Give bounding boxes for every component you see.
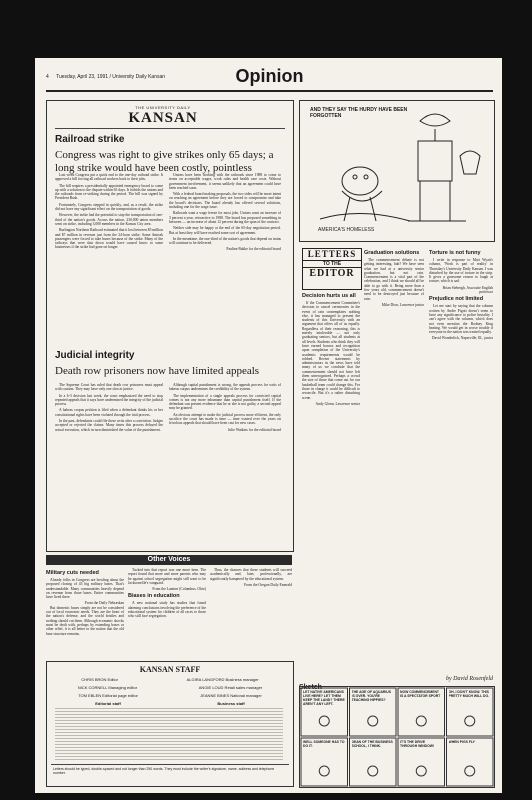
editorial-paragraph: Burlington Northern Railroad estimated that it lost between $5 million and $7 million in revenue just from the 24-hour strike. Some Amtrak passengers were forced to take buses because of the strike. Many of the railways that were shut down would have caused havoc to some businesses if the strike had gone on longer. bbox=[55, 228, 163, 250]
editorial-headline: Congress was right to give strikes only 65 days; a long strike would have been costly, pointless bbox=[55, 149, 274, 174]
editorial-cartoon bbox=[299, 100, 495, 242]
other-voices-banner: Other Voices bbox=[46, 555, 292, 565]
letters-title-2: TO THE bbox=[303, 260, 361, 268]
editorial-paragraph: An obvious attempt to make the judicial process more efficient, the only sacrifice the court has made is time — time wasted over the years on frivolous appeals that should have been cast for new cases. bbox=[169, 412, 281, 426]
cartoon-drawing bbox=[300, 101, 494, 241]
sketch-speech-bubble: WELL SOMEONE HAS TO DO IT. bbox=[303, 740, 345, 748]
staff-national: JEANNE BINES National manager bbox=[200, 693, 262, 698]
section-title: Opinion bbox=[235, 66, 304, 86]
masthead-rule bbox=[55, 128, 285, 129]
sketch-figure bbox=[465, 766, 475, 776]
staff-box bbox=[46, 661, 294, 787]
staff-listing bbox=[55, 706, 283, 760]
editorial-paragraph: The implementation of a single appeals process for convicted capital crimes is not any more inhumane than capital punishment itself. If the defendant can present evidence that he or she is not guilty, a second appeal may be granted. bbox=[169, 393, 281, 411]
editorial-kicker-2: Judicial integrity bbox=[55, 350, 135, 361]
editorial-paragraph: With a federal board making proposals, the two sides will be more intent on reaching an agreement before they are forced to compromise and take the board's decisions. The board already has offered several solutions, including one for the wage issue. bbox=[169, 192, 281, 210]
other-voices-column-3 bbox=[210, 568, 292, 658]
letter-signature: Brian Stebergh, Associate English professor bbox=[442, 285, 493, 295]
letters-column-3 bbox=[429, 248, 493, 671]
sketch-speech-bubble: NOW COMMENCEMENT IS A SPECTATOR SPORT bbox=[400, 690, 441, 698]
staff-editor: CHRIS BRON Editor bbox=[81, 677, 118, 682]
other-voices-paragraph: But domestic bases simply are not be considered out of local economic needs. They are the heart of the nation's defense, and the world bristles and nothing should cut them. Although economic shocks must be dealt with, perhaps by extending bases or other relief, it is all better to the nation that the old base structure remains. bbox=[46, 605, 124, 636]
editorial-paragraph: In the past, defendants could file these writs after a conviction. Judges accepted or rejected the claims. Many times this process delayed the actual execution, which in turn diminished the value of the punishment. bbox=[55, 419, 163, 432]
other-voices-column-2 bbox=[128, 568, 206, 658]
editorial-paragraph: In the meantime, the one-third of the nation's goods that depend on trains will continue to be delivered. bbox=[169, 236, 281, 246]
editorial-signoff: Pauline Bakke for the editorial board bbox=[226, 247, 281, 252]
letter-body: If the Commencement Committee's decision to cancel ceremonies in the event of rain contemplates nothing else, it has managed to present the students of this University with an argument that offers all of us equally. Regardless of their reasoning, this is merely intolerable — not only graduating seniors, but all students at all levels. Students who think they will have earned honors and recognition upon completion of the University's academic requirements would be robbed. Recent statements by administrators in the news have told many of us we conclude that the commencement should not have left them unrecognized. Perhaps a crowd the size of those that come out for our basketball team could change this. For those in charge it could be difficult to reconcile. But it's a rather disturbing scene. bbox=[302, 301, 360, 400]
sketch-figure bbox=[319, 716, 329, 726]
letters-title-1: LETTERS bbox=[307, 249, 357, 259]
sketch-figure bbox=[319, 766, 329, 776]
sketch-byline: by David Rosenfeld bbox=[446, 676, 493, 682]
other-voices-paragraph: Thus, the chances that these students will succeed academically and, later, professionally, are significantly hampered by the educational system. bbox=[210, 568, 292, 581]
letters-column-2 bbox=[364, 248, 424, 671]
masthead bbox=[103, 105, 223, 127]
staff-business-label: Business staff bbox=[217, 701, 245, 706]
sketch-panels bbox=[300, 687, 494, 787]
editorial-paragraph: Neither side may be happy at the end of the 65-day negotiation period. But at least they will have reached some sort of agreement. bbox=[169, 226, 281, 235]
editorial-judicial bbox=[55, 350, 283, 378]
sketch-strip bbox=[299, 686, 495, 788]
sketch-figure bbox=[416, 766, 426, 776]
other-voices-paragraph: Tucked into that report was one more item. The report found that more and more parents who may be against school segregation might still want to be Jacksonville's vanguard. bbox=[128, 568, 206, 585]
staff-managing-editor: NICK CORNELL Managing editor bbox=[77, 685, 138, 690]
sketch-speech-bubble: OH, I DON'T KNOW. THIS PRETTY MUCH WILL DO. bbox=[448, 690, 490, 698]
editorial-paragraph: However, the strike had the potential to stop the transportation of one-third of the nation's goods. Across the nation, 230,000 union members went on strike, including 3,000 members in the Kansas City area. bbox=[55, 213, 163, 226]
letter-signature: Mike Dion, Lawrence junior bbox=[381, 302, 424, 307]
editorial-paragraph: The bill requires a presidentially appointed emergency board to come up with a solution to the dispute within 65 days. It forbids the unions and the railroads from re-striking during the period. The bill was signed by President Bush. bbox=[55, 183, 163, 201]
editorial-2-column-1 bbox=[55, 383, 163, 533]
staff-title: KANSAN STAFF bbox=[139, 665, 201, 674]
editorial-paragraph: Although capital punishment is wrong, the appeals process for writs of habeas corpus undermines the credibility of the system. bbox=[169, 383, 281, 392]
editorial-signoff: Julie Watkins for the editorial board bbox=[228, 427, 281, 432]
letter-signature: Andy Glenn, Lawrence senior bbox=[315, 401, 360, 406]
masthead-name: KANSAN bbox=[128, 110, 198, 126]
dateline-text: Tuesday, April 23, 1991 / University Daily Kansan bbox=[56, 74, 166, 80]
sketch-figure bbox=[368, 716, 378, 726]
editorial-2-column-2 bbox=[169, 383, 281, 533]
staff-page-editor: TOM EBLEN Editorial page editor bbox=[78, 693, 138, 698]
staff-retail: ANGIE LOUD Retail sales manager bbox=[198, 685, 263, 690]
sketch-speech-bubble: THE AGE OF AQUARIUS IS OVER. YOU'RE TEACHING HIPPIES? bbox=[351, 690, 391, 702]
sketch-figure bbox=[416, 716, 426, 726]
other-voices-column-1 bbox=[46, 568, 124, 658]
sketch-figure bbox=[368, 766, 378, 776]
editorial-column-1 bbox=[55, 173, 163, 333]
other-voices-headline: Military cuts needed bbox=[46, 570, 99, 576]
letter-headline: Prejudice not limited bbox=[429, 296, 484, 303]
sketch-title: Sketch bbox=[299, 684, 322, 691]
letter-headline: Graduation solutions bbox=[364, 250, 420, 256]
letter-headline: Decision hurts us all bbox=[302, 293, 356, 299]
cartoon-tag: AMERICA'S HOMELESS bbox=[318, 227, 375, 233]
letters-logo bbox=[302, 248, 362, 290]
newspaper-page bbox=[35, 58, 502, 793]
staff-rule bbox=[51, 764, 289, 765]
letter-body: I write in response to Matt Wyatt's column, 'Work is part of reality' in Thursday's University Daily Kansan. I was disturbed by the use of torture in the strip. It gives a gruesome reason to laugh at torture, which is sad. bbox=[429, 258, 493, 284]
staff-row-3 bbox=[47, 693, 293, 698]
editorial-railroad bbox=[55, 134, 283, 175]
sketch-speech-bubble: DEAN OF THE BUSINESS SCHOOL, I THINK. bbox=[351, 740, 393, 748]
staff-business-manager: ALGIRA LANGFORD Business manager bbox=[186, 677, 259, 682]
staff-row-2 bbox=[47, 685, 293, 690]
header-rule bbox=[46, 90, 493, 92]
page-header bbox=[46, 64, 493, 90]
letter-body: The commencement debate is not getting interesting, huh? We have seen what we had at a university senior graduation, but not rain. Commencement is a vital part of the celebration, and I think we should all be able to go with it. Being more than a few years old, commencement doesn't need to be destroyed just because of rain. bbox=[364, 258, 424, 301]
sketch-speech-bubble: IT'S THE DRIVE THROUGH WINDOW! bbox=[400, 740, 435, 748]
staff-footer: Letters should be typed, double-spaced and not longer than 250 words. They must include the writer's signature, name, address and telephone number. bbox=[53, 767, 275, 775]
editorial-paragraph: Fortunately, Congress stepped in quickly, and, as a result, the strike did not have any significant effect on the transportation of goods. bbox=[55, 202, 163, 212]
editorial-headline-2: Death row prisoners now have limited appeals bbox=[55, 365, 260, 377]
letters-title-3: EDITOR bbox=[309, 268, 355, 279]
editorial-paragraph: Railroads want a wage freeze for most jobs. Unions want an increase of 3 percent a year, retroactive to 1988. The board has proposed something in between — an increase of about 12 percent during the span of the contract. bbox=[169, 211, 281, 224]
letter-body: Let me start by saying that the column written by Andre Pigott doesn't seem to have any significance to police brutality. I can't agree with the column, which does not even mention the Rodney King beating. We would get in worse trouble if everyone in the nation was treated equally. bbox=[429, 304, 493, 335]
page-number: 4 bbox=[46, 74, 49, 80]
other-voices-paragraph: A new national study has studies that found alarming conclusions involving the preference of the educational system for children of all races to those who still face segregation. bbox=[128, 601, 206, 619]
masthead-the: THE bbox=[135, 105, 145, 110]
letter-headline: Torture is not funny bbox=[429, 250, 481, 256]
editorials-box bbox=[46, 100, 294, 552]
other-voices-source: From the Daily Nebraskan bbox=[84, 601, 124, 606]
editorial-paragraph: Last week Congress put a quick end to the one-day railroad strike. It approved a bill forcing all railroad workers back to their jobs. bbox=[55, 173, 163, 182]
staff-row-1 bbox=[47, 677, 293, 682]
letters-column-1 bbox=[302, 291, 360, 671]
sketch-speech-bubble: WHEN PIGS FLY bbox=[448, 740, 475, 744]
editorial-paragraph: Unions have been working with the railroads since 1988 to come to terms on acceptable wages, work rules and health care costs. Without government involvement, it seems unlikely that an agreement could have been reached soon. bbox=[169, 173, 281, 190]
editorial-paragraph: The Supreme Court has ruled that death row prisoners must appeal with caution. They may have only one shot at justice. bbox=[55, 383, 163, 392]
other-voices-headline: Biases in education bbox=[128, 593, 180, 600]
editorial-column-2 bbox=[169, 173, 281, 333]
sketch-figure bbox=[465, 716, 475, 726]
cartoon-caption: AND THEY SAY THE HURDY HAVE BEEN FORGOTTEN bbox=[310, 107, 408, 119]
letter-signature: David Wonderlick, Naperville, Ill., junior bbox=[431, 336, 493, 341]
staff-news-label: Editorial staff bbox=[95, 701, 121, 706]
other-voices-source: From the Lantern (Columbus, Ohio) bbox=[152, 587, 206, 592]
masthead-university: UNIVERSITY DAILY bbox=[146, 105, 191, 110]
other-voices-paragraph: Already folks in Congress are howling about the proposed closing of 43 big military bases. That's understandable. Many communities heavily depend on revenue from those bases. Entire communities have lived there. bbox=[46, 578, 124, 600]
other-voices-source: From the Oregon Daily Emerald bbox=[244, 582, 292, 587]
editorial-paragraph: A habeas corpus petition is filed when a defendant thinks his or her constitutional rights have been violated through the trial process. bbox=[55, 408, 163, 417]
editorial-paragraph: In a 6-3 decision last week, the court emphasized the need to stop repeated appeals that it says have undermined the integrity of the judicial process. bbox=[55, 393, 163, 407]
editorial-kicker: Railroad strike bbox=[55, 134, 125, 145]
sketch-speech-bubble: LET NATIVE AMERICANS LIVE HERE? LET THEM KEEP THE LAND? THERE AREN'T ANY LEFT. bbox=[303, 690, 345, 706]
